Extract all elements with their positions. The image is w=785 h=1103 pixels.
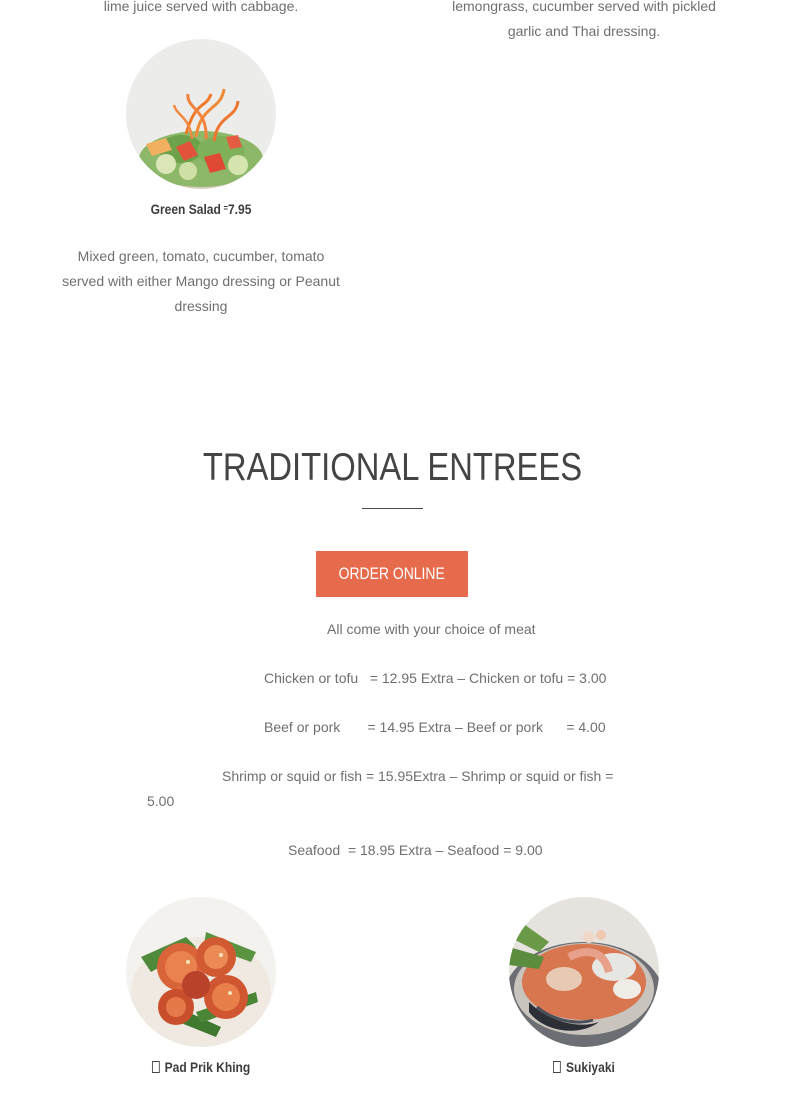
price-currency-icon: = (223, 203, 228, 213)
pad-prik-khing-name: Pad Prik Khing (164, 1059, 251, 1075)
heading-divider (362, 508, 423, 509)
price-line-seafood: Seafood = 18.95 Extra – Seafood = 9.00 (288, 842, 543, 858)
salad-description-fragment-right-line2: garlic and Thai dressing. (507, 23, 661, 39)
pad-prik-khing-title (71, 1059, 331, 1075)
sukiyaki-image[interactable] (509, 897, 659, 1047)
missing-glyph-icon (553, 1061, 561, 1073)
traditional-entrees-heading: TRADITIONAL ENTREES (202, 446, 583, 489)
price-line-beef: Beef or pork = 14.95 Extra – Beef or pork = 4.00 (264, 719, 606, 735)
green-salad-description-line3: dressing (174, 298, 228, 314)
pad-prik-khing-image[interactable] (126, 897, 276, 1047)
green-salad-photo (126, 39, 276, 189)
salad-description-fragment-right-line1: lemongrass, cucumber served with pickled (452, 0, 716, 14)
green-salad-title (71, 201, 331, 217)
seafood-soup-photo (509, 897, 659, 1047)
sukiyaki-name: Sukiyaki (566, 1059, 615, 1075)
price-line-seafood-shrimp-cont: 5.00 (147, 793, 175, 809)
entrees-intro: All come with your choice of meat (327, 621, 536, 637)
shrimp-stir-fry-photo (126, 897, 276, 1047)
green-salad-description-line1: Mixed green, tomato, cucumber, tomato (77, 248, 325, 264)
green-salad-price: 7.95 (227, 201, 252, 217)
salad-description-fragment-left: lime juice served with cabbage. (103, 0, 299, 14)
green-salad-image[interactable] (126, 39, 276, 189)
price-line-seafood-shrimp: Shrimp or squid or fish = 15.95Extra – Shrimp or squid or fish = (222, 768, 614, 784)
green-salad-description-line2: served with either Mango dressing or Peanut (62, 273, 340, 289)
green-salad-name: Green Salad (150, 201, 221, 217)
sukiyaki-title (454, 1059, 714, 1075)
order-online-button[interactable] (316, 551, 468, 597)
order-online-label: ORDER ONLINE (338, 564, 446, 583)
missing-glyph-icon (152, 1061, 160, 1073)
price-line-chicken: Chicken or tofu = 12.95 Extra – Chicken or tofu = 3.00 (264, 670, 607, 686)
